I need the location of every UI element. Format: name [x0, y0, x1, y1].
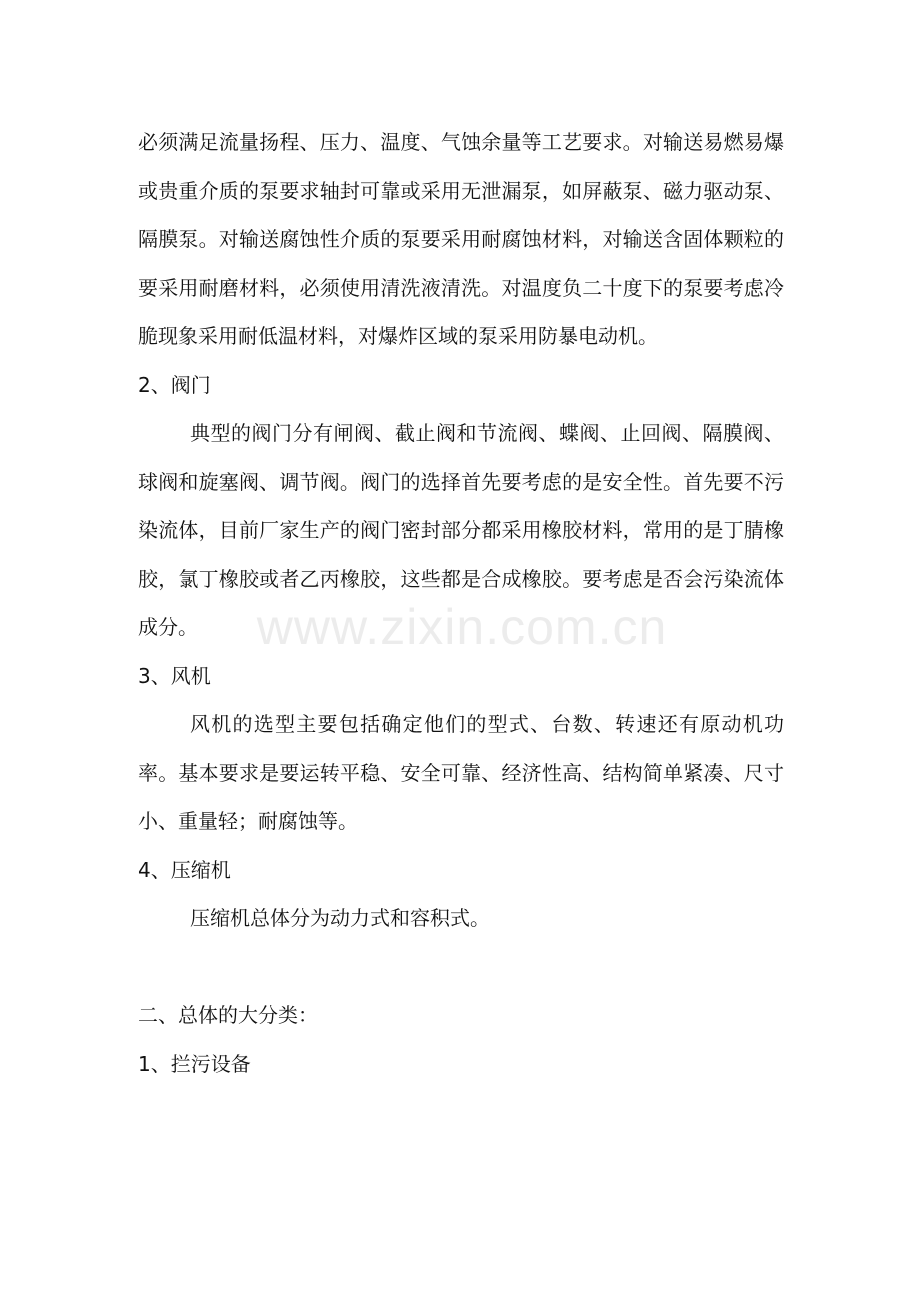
paragraph-valves: 典型的阀门分有闸阀、截止阀和节流阀、蝶阀、止回阀、隔膜阀、球阀和旋塞阀、调节阀。阀门的选择首先要考虑的是安全性。首先要不污染流体，目前厂家生产的阀门密封部分都采用橡胶材料，常用的是丁腈橡胶，氯丁橡胶或者乙丙橡胶，这些都是合成橡胶。要考虑是否会污染流体成分。: [138, 421, 784, 639]
heading-general-classification: 二、总体的大分类：: [138, 1003, 318, 1027]
paragraph-pump-requirements: 必须满足流量扬程、压力、温度、气蚀余量等工艺要求。对输送易燃易爆或贵重介质的泵要求轴封可靠或采用无泄漏泵，如屏蔽泵、磁力驱动泵、隔膜泵。对输送腐蚀性介质的泵要采用耐腐蚀材料，对输送含固体颗粒的要采用耐磨材料，必须使用清洗液清洗。对温度负二十度下的泵要考虑冷脆现象采用耐低温材料，对爆炸区域的泵采用防暴电动机。: [138, 130, 784, 348]
heading-fans: 3、风机: [138, 663, 211, 688]
heading-compressors: 4、压缩机: [138, 857, 231, 882]
paragraph-fans: 风机的选型主要包括确定他们的型式、台数、转速还有原动机功率。基本要求是要运转平稳、安全可靠、经济性高、结构简单紧凑、尺寸小、重量轻；耐腐蚀等。: [138, 712, 784, 833]
document-body: [138, 118, 784, 1088]
blank-line: [138, 943, 784, 992]
paragraph-compressors: 压缩机总体分为动力式和容积式。: [190, 906, 490, 930]
watermark: www.zixin.com.cn: [256, 599, 668, 655]
heading-screening-equipment: 1、拦污设备: [138, 1051, 251, 1076]
heading-valves: 2、阀门: [138, 372, 211, 397]
